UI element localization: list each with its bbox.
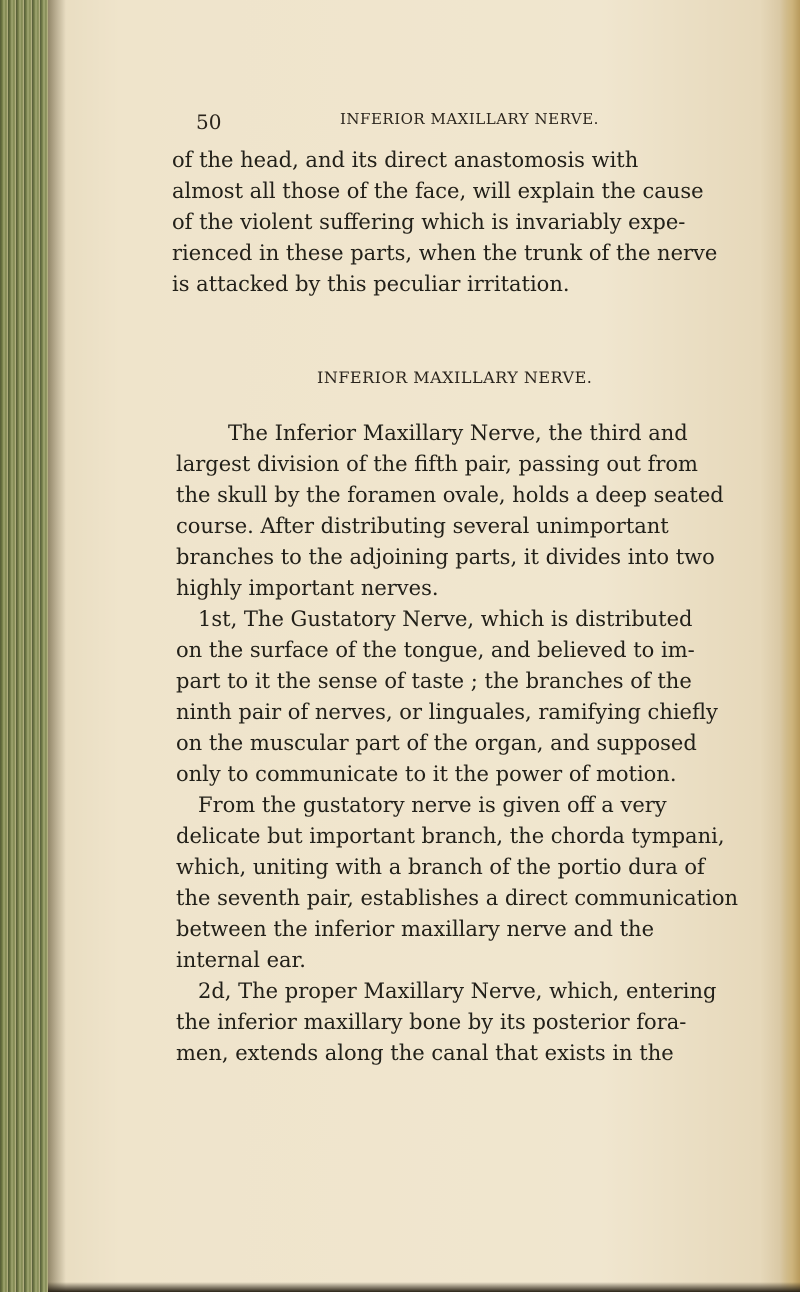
text-line: which, uniting with a branch of the portio dura of bbox=[176, 855, 705, 879]
page-header bbox=[196, 108, 756, 138]
text-line: of the violent suffering which is invariably expe- bbox=[172, 210, 686, 234]
text-line: course. After distributing several unimportant bbox=[176, 514, 669, 538]
text-line: of the head, and its direct anastomosis with bbox=[172, 148, 639, 172]
book-binding bbox=[0, 0, 48, 1292]
text-line: 2d, The proper Maxillary Nerve, which, entering bbox=[198, 979, 717, 1003]
text-line: The Inferior Maxillary Nerve, the third and bbox=[228, 421, 688, 445]
page-number: 50 bbox=[196, 110, 222, 134]
paragraph-continued bbox=[172, 145, 717, 300]
text-line: the skull by the foramen ovale, holds a deep seated bbox=[176, 483, 724, 507]
text-line: highly important nerves. bbox=[176, 576, 439, 600]
text-line: on the surface of the tongue, and believed to im- bbox=[176, 638, 695, 662]
text-line: ninth pair of nerves, or linguales, ramifying chiefly bbox=[176, 700, 718, 724]
section-body bbox=[176, 418, 738, 1069]
text-line: between the inferior maxillary nerve and the bbox=[176, 917, 654, 941]
text-line: the seventh pair, establishes a direct communication bbox=[176, 886, 739, 910]
text-line: is attacked by this peculiar irritation. bbox=[172, 272, 570, 296]
text-line: delicate but important branch, the chorda tympani, bbox=[176, 824, 725, 848]
text-line: From the gustatory nerve is given off a very bbox=[198, 793, 667, 817]
text-line: branches to the adjoining parts, it divides into two bbox=[176, 545, 715, 569]
text-line: men, extends along the canal that exists in the bbox=[176, 1041, 674, 1065]
page-bottom-shadow bbox=[48, 1282, 800, 1292]
text-line: rienced in these parts, when the trunk of the nerve bbox=[172, 241, 718, 265]
text-line: part to it the sense of taste ; the branches of the bbox=[176, 669, 692, 693]
page-edge bbox=[780, 0, 800, 1292]
text-line: on the muscular part of the organ, and supposed bbox=[176, 731, 697, 755]
text-line: 1st, The Gustatory Nerve, which is distributed bbox=[198, 607, 693, 631]
gutter-shadow bbox=[48, 0, 66, 1292]
section-heading: INFERIOR MAXILLARY NERVE. bbox=[317, 368, 593, 387]
text-line: only to communicate to it the power of motion. bbox=[176, 762, 677, 786]
text-line: the inferior maxillary bone by its posterior fora- bbox=[176, 1010, 687, 1034]
text-line: largest division of the fifth pair, passing out from bbox=[176, 452, 698, 476]
running-head: INFERIOR MAXILLARY NERVE. bbox=[340, 110, 599, 128]
text-line: internal ear. bbox=[176, 948, 306, 972]
text-line: almost all those of the face, will explain the cause bbox=[172, 179, 704, 203]
